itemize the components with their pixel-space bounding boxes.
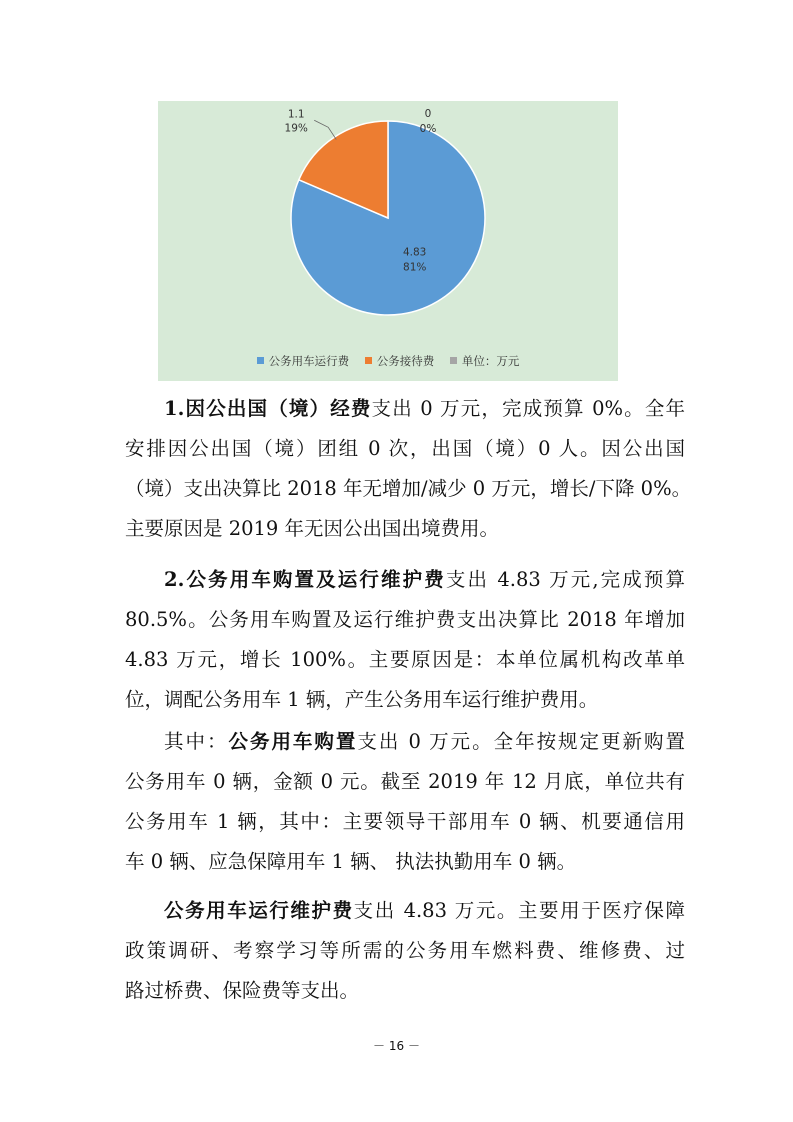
pie-label-value-1: 1.1 [287,108,305,121]
expense-pie-chart [158,101,618,381]
pie-chart-svg [158,101,618,381]
pie-label-pct-1: 19% [284,122,308,135]
legend-item-reception: 公务接待费 [365,353,435,369]
heading-vehicle-expense: 2.公务用车购置及运行维护费 [164,568,446,591]
pie-label-value-0: 4.83 [402,246,427,259]
chart-legend [158,353,618,369]
paragraph-vehicle-purchase: 其中：公务用车购置支出 0 万元。全年按规定更新购置 公务用车 0 辆，金额 0 元。截至 2019 年 12 月底，单位共有 公务用车 1 辆，其中：主要领导干部用车 0 辆、机要通信用 车 0 辆、应急保障用车 1 辆、 执法执勤用车 0 辆。 [125,730,685,873]
heading-vehicle-purchase: 公务用车购置 [228,730,358,753]
paragraph-vehicle-expense: 2.公务用车购置及运行维护费支出 4.83 万元,完成预算 80.5%。公务用车购置及运行维护费支出决算比 2018 年增加 4.83 万元，增长 100%。主要原因是：本单位属机构改革单 位，调配公务用车 1 辆，产生公务用车运行维护费用。 [125,568,685,711]
paragraph-overseas-expense: 1.因公出国（境）经费支出 0 万元，完成预算 0%。全年 安排因公出国（境）团组 0 次，出国（境）0 人。因公出国 （境）支出决算比 2018 年无增加/减少 0 万元，增长/下降 0%。 主要原因是 2019 年无因公出国出境费用。 [125,397,692,540]
paragraph-vehicle-operation: 公务用车运行维护费支出 4.83 万元。主要用于医疗保障 政策调研、考察学习等所需的公务用车燃料费、维修费、过 路过桥费、保险费等支出。 [125,899,685,1002]
pie-label-pct-0: 81% [403,261,427,274]
legend-item-unit: 单位：万元 [450,353,520,369]
legend-item-vehicle-operation: 公务用车运行费 [257,353,350,369]
pie-label-value-2: 0 [424,108,432,120]
heading-vehicle-operation: 公务用车运行维护费 [164,899,354,922]
heading-overseas-expense: 1.因公出国（境）经费 [164,397,372,420]
pie-label-pct-2: 0% [419,123,437,135]
page-number: － 16 － [373,1039,420,1053]
pie-leader-line-1 [314,120,336,139]
